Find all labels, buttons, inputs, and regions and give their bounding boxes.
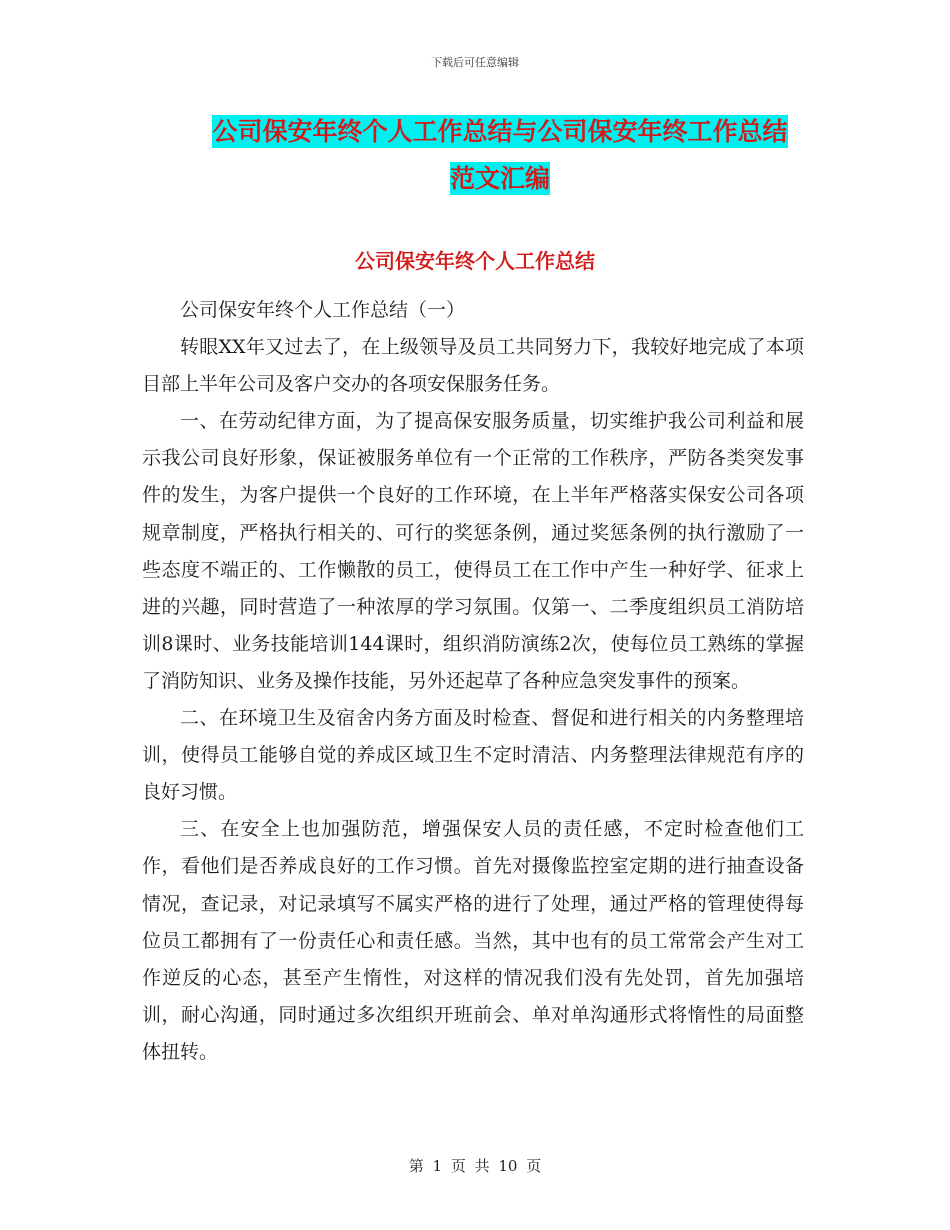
document-title-line2: 范文汇编 [449, 164, 550, 193]
paragraph: 二、在环境卫生及宿舍内务方面及时检查、督促和进行相关的内务整理培训，使得员工能够自觉的养成区域卫生不定时清洁、内务整理法律规范有序的良好习惯。 [142, 707, 804, 804]
document-title [140, 108, 860, 202]
header-note: 下载后可任意编辑 [431, 56, 519, 69]
page-footer: 第 1 页 共 10 页 [408, 1157, 542, 1175]
section-title: 公司保安年终个人工作总结 [355, 249, 595, 273]
paragraph: 转眼XX年又过去了，在上级领导及员工共同努力下，我较好地完成了本项目部上半年公司及客户交办的各项安保服务任务。 [142, 336, 804, 396]
document-body [142, 292, 804, 1071]
paragraph: 一、在劳动纪律方面，为了提高保安服务质量，切实维护我公司利益和展示我公司良好形象，保证被服务单位有一个正常的工作秩序，严防各类突发事件的发生，为客户提供一个良好的工作环境，在上半年严格落实保安公司各项规章制度，严格执行相关的、可行的奖惩条例，通过奖惩条例的执行激励了一些态度不端正的、工作懒散的员工，使得员工在工作中产生一种好学、征求上进的兴趣，同时营造了一种浓厚的学习氛围。仅第一、二季度组织员工消防培训8课时、业务技能培训144课时，组织消防演练2次，使每位员工熟练的掌握了消防知识、业务及操作技能，另外还起草了各种应急突发事件的预案。 [142, 410, 804, 692]
paragraph: 三、在安全上也加强防范，增强保安人员的责任感，不定时检查他们工作，看他们是否养成良好的工作习惯。首先对摄像监控室定期的进行抽查设备情况，查记录，对记录填写不属实严格的进行了处理，通过严格的管理使得每位员工都拥有了一份责任心和责任感。当然，其中也有的员工常常会产生对工作逆反的心态，甚至产生惰性，对这样的情况我们没有先处罚，首先加强培训，耐心沟通，同时通过多次组织开班前会、单对单沟通形式将惰性的局面整体扭转。 [142, 818, 804, 1063]
paragraph: 公司保安年终个人工作总结（一） [180, 299, 466, 321]
document-title-line1: 公司保安年终个人工作总结与公司保安年终工作总结 [212, 117, 788, 146]
